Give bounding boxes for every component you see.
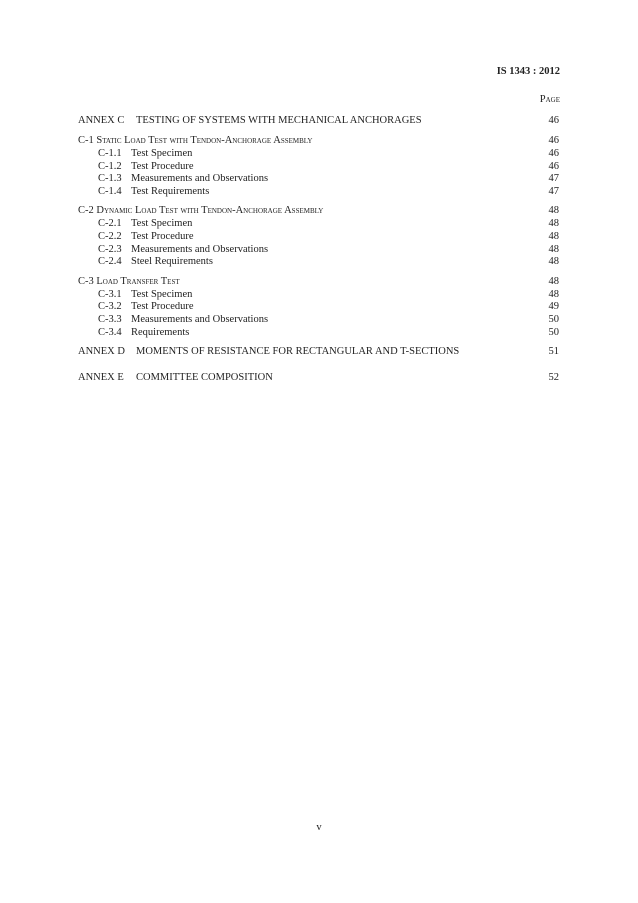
item-page: 50 (548, 326, 559, 338)
item-title: Measurements and Observations (131, 243, 269, 255)
item-page: 46 (548, 148, 559, 159)
item-title: Steel Requirements (131, 256, 213, 268)
toc-item[interactable] (78, 148, 559, 161)
item-page: 49 (548, 301, 559, 313)
item-number: C-2.3 (98, 243, 122, 255)
toc-annex-c[interactable] (78, 114, 559, 128)
toc-annex-d[interactable] (78, 345, 559, 359)
spacer (78, 359, 559, 371)
item-page: 48 (548, 256, 559, 268)
item-number: C-3.3 (98, 313, 122, 325)
toc-item[interactable] (78, 289, 559, 302)
toc-item[interactable] (78, 186, 559, 199)
section-title: C-3 Load Transfer Test (78, 275, 180, 287)
item-title: Test Requirements (131, 185, 210, 197)
item-page: 48 (548, 218, 559, 230)
section-page: 46 (548, 135, 559, 146)
section-page: 48 (548, 275, 559, 287)
toc-item[interactable] (78, 301, 559, 314)
toc-item[interactable] (78, 231, 559, 244)
item-title: Measurements and Observations (131, 173, 269, 185)
item-title: Measurements and Observations (131, 313, 269, 325)
item-page: 50 (548, 313, 559, 325)
toc-section-c2 (78, 204, 559, 268)
toc-section-c1 (78, 134, 559, 198)
toc-item[interactable] (78, 256, 559, 269)
toc-item[interactable] (78, 218, 559, 231)
item-page: 46 (548, 160, 559, 172)
annex-page: 51 (548, 346, 559, 358)
section-heading[interactable] (78, 204, 559, 218)
section-title: C-1 Static Load Test with Tendon-Anchorage Assembly (78, 135, 313, 146)
annex-title: COMMITTEE COMPOSITION (136, 372, 273, 384)
item-number: C-1.1 (98, 148, 122, 159)
annex-title: MOMENTS OF RESISTANCE FOR RECTANGULAR AND T-SECTIONS (136, 346, 460, 358)
item-number: C-3.2 (98, 301, 122, 313)
item-page: 48 (548, 243, 559, 255)
toc-section-c3 (78, 275, 559, 339)
item-number: C-3.4 (98, 326, 122, 338)
table-of-contents (78, 114, 559, 385)
item-page: 47 (548, 173, 559, 185)
toc-item[interactable] (78, 314, 559, 327)
toc-item[interactable] (78, 173, 559, 186)
item-title: Test Procedure (131, 301, 194, 313)
section-page: 48 (548, 205, 559, 217)
annex-code: ANNEX D (78, 346, 125, 358)
item-page: 48 (548, 230, 559, 242)
item-page: 47 (548, 185, 559, 197)
item-number: C-2.2 (98, 230, 122, 242)
item-number: C-1.4 (98, 185, 122, 197)
item-number: C-2.4 (98, 256, 122, 268)
section-heading[interactable] (78, 134, 559, 148)
item-title: Requirements (131, 326, 190, 338)
section-title: C-2 Dynamic Load Test with Tendon-Anchorage Assembly (78, 205, 324, 217)
document-code: IS 1343 : 2012 (496, 66, 560, 77)
toc-item[interactable] (78, 327, 559, 340)
item-title: Test Specimen (131, 218, 193, 230)
toc-annex-e[interactable] (78, 371, 559, 385)
item-title: Test Procedure (131, 230, 194, 242)
item-number: C-1.3 (98, 173, 122, 185)
toc-item[interactable] (78, 244, 559, 257)
page-column-label: Page (539, 94, 560, 105)
item-number: C-2.1 (98, 218, 122, 230)
item-number: C-1.2 (98, 160, 122, 172)
item-title: Test Procedure (131, 160, 194, 172)
item-title: Test Specimen (131, 148, 193, 159)
annex-title: TESTING OF SYSTEMS WITH MECHANICAL ANCHORAGES (136, 115, 422, 126)
toc-item[interactable] (78, 161, 559, 174)
annex-code: ANNEX C (78, 115, 125, 126)
item-number: C-3.1 (98, 288, 122, 300)
page-number: v (316, 822, 322, 833)
annex-page: 46 (548, 115, 559, 126)
item-page: 48 (548, 288, 559, 300)
annex-code: ANNEX E (78, 372, 124, 384)
annex-page: 52 (548, 372, 559, 384)
section-heading[interactable] (78, 275, 559, 289)
item-title: Test Specimen (131, 288, 193, 300)
